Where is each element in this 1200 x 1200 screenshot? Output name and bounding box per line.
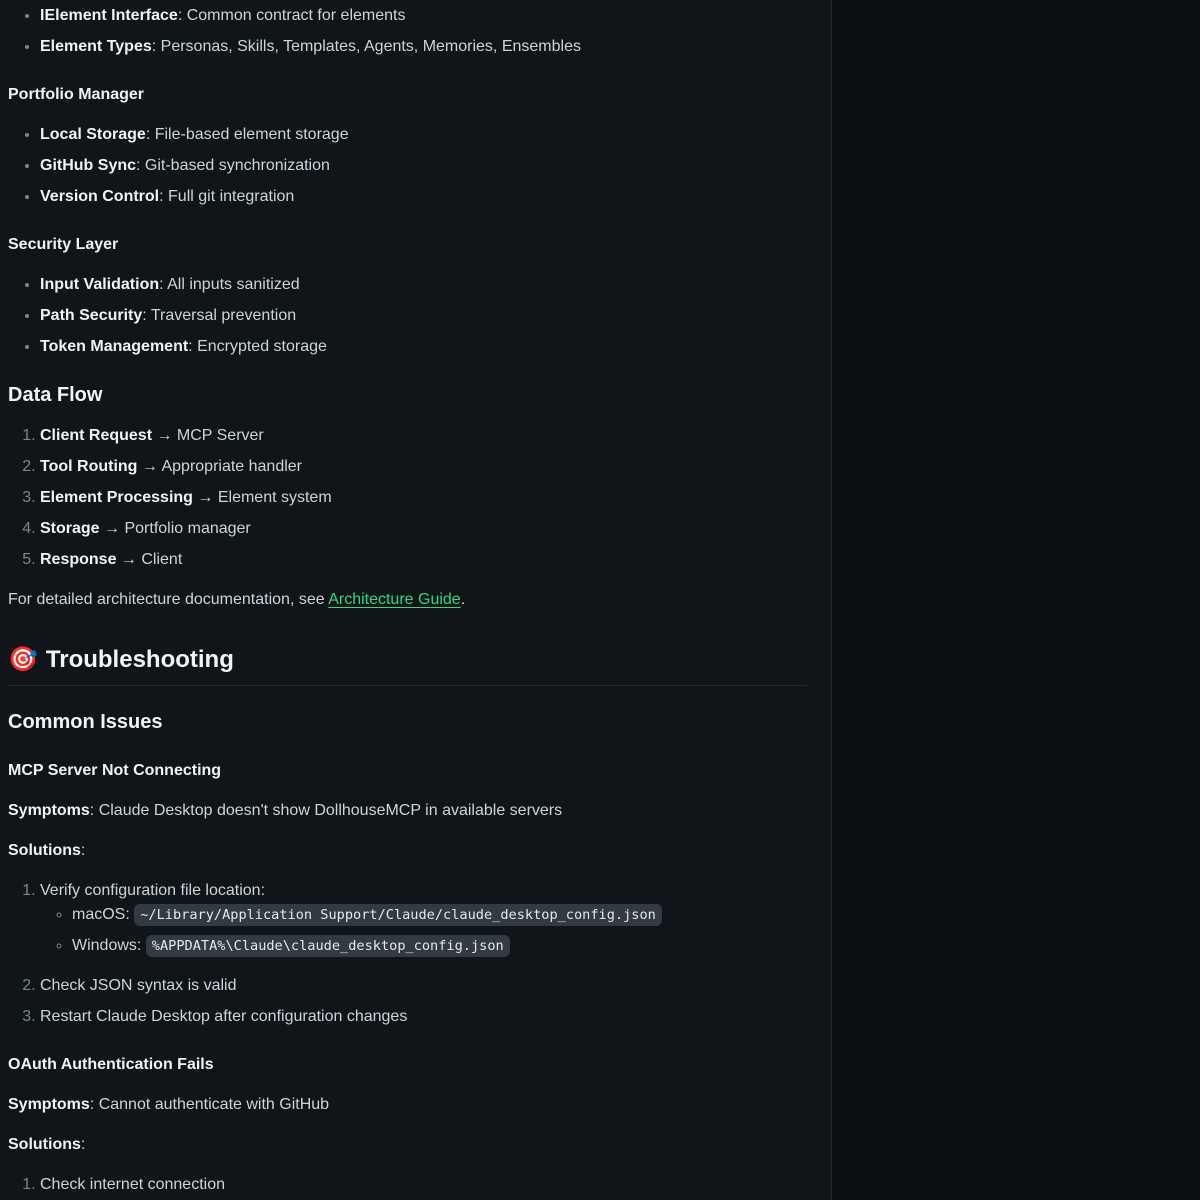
solutions-label: Solutions — [8, 1136, 81, 1154]
flow-term: Storage — [40, 520, 100, 537]
troubleshooting-title: Troubleshooting — [45, 646, 234, 673]
architecture-guide-link[interactable]: Architecture Guide — [328, 591, 461, 608]
list-term: Token Management — [40, 338, 189, 355]
data-flow-heading: Data Flow — [8, 384, 103, 406]
arrow-glyph: → — [99, 520, 125, 537]
portfolio-manager-heading: Portfolio Manager — [8, 86, 145, 103]
solution-step — [40, 1173, 807, 1197]
solution-step — [40, 974, 807, 998]
solution-step — [40, 1005, 807, 1029]
symptoms-paragraph — [8, 1093, 807, 1117]
issue-mcp-not-connecting-heading: MCP Server Not Connecting — [8, 762, 222, 780]
security-layer-heading: Security Layer — [8, 236, 119, 253]
list-term: Version Control — [40, 188, 160, 205]
list-desc: : File-based element storage — [145, 126, 349, 143]
list-term: GitHub Sync — [40, 157, 137, 174]
flow-target: Portfolio manager — [124, 520, 251, 537]
symptoms-paragraph — [8, 799, 807, 823]
solution-step — [40, 879, 807, 958]
list-item — [40, 35, 807, 59]
symptoms-label: Symptoms — [8, 802, 90, 820]
step-text: Check internet connection — [40, 1176, 225, 1194]
flow-term: Client Request — [40, 427, 153, 444]
issue-oauth-fails-heading: OAuth Authentication Fails — [8, 1056, 214, 1074]
flow-term: Response — [40, 551, 117, 568]
solutions-paragraph — [8, 839, 807, 863]
solutions-colon: : — [80, 842, 86, 860]
flow-step — [40, 455, 807, 479]
arrow-glyph: → — [137, 458, 162, 475]
flow-term: Tool Routing — [40, 458, 138, 475]
list-desc: : Common contract for elements — [177, 7, 406, 24]
list-term: Path Security — [40, 307, 143, 324]
right-panel — [832, 0, 1200, 1200]
list-item — [40, 335, 807, 359]
arrow-glyph: → — [116, 551, 142, 568]
symptoms-text: : Claude Desktop doesn't show DollhouseMCP in available servers — [89, 802, 563, 820]
flow-step — [40, 424, 807, 448]
list-term: IElement Interface — [40, 7, 178, 24]
target-icon: 🎯 — [8, 646, 38, 673]
arrow-glyph: → — [152, 427, 177, 444]
list-item — [40, 273, 807, 297]
config-locations-list — [40, 903, 807, 958]
troubleshooting-heading — [8, 644, 807, 686]
list-item — [40, 123, 807, 147]
arrow-glyph: → — [192, 489, 218, 506]
config-path-code: ~/Library/Application Support/Claude/claude_desktop_config.json — [134, 904, 662, 926]
step-text: Check JSON syntax is valid — [40, 977, 237, 995]
architecture-note — [8, 588, 807, 612]
list-desc: : All inputs sanitized — [159, 276, 300, 293]
list-term: Element Types — [40, 38, 152, 55]
solutions-paragraph — [8, 1133, 807, 1157]
flow-step — [40, 486, 807, 510]
list-desc: : Personas, Skills, Templates, Agents, Memories, Ensembles — [151, 38, 581, 55]
flow-step — [40, 517, 807, 541]
config-path-code: %APPDATA%\Claude\claude_desktop_config.json — [146, 935, 510, 957]
solutions-colon: : — [80, 1136, 86, 1154]
step-text: Verify configuration file location: — [40, 882, 266, 900]
list-item — [40, 304, 807, 328]
flow-target: Element system — [217, 489, 332, 506]
list-item — [40, 4, 807, 28]
symptoms-label: Symptoms — [8, 1096, 90, 1114]
location-item — [72, 934, 807, 958]
note-text: For detailed architecture documentation, see — [8, 591, 329, 608]
list-term: Input Validation — [40, 276, 160, 293]
portfolio-manager-list — [8, 123, 807, 209]
element-system-list — [8, 4, 807, 59]
note-text: . — [460, 591, 466, 608]
solutions-label: Solutions — [8, 842, 81, 860]
step-text: Restart Claude Desktop after configuration changes — [40, 1008, 408, 1026]
flow-step — [40, 548, 807, 572]
common-issues-heading: Common Issues — [8, 711, 163, 734]
flow-term: Element Processing — [40, 489, 193, 506]
data-flow-steps — [8, 424, 807, 572]
list-term: Local Storage — [40, 126, 146, 143]
list-desc: : Full git integration — [159, 188, 295, 205]
flow-target: Client — [141, 551, 183, 568]
flow-target: MCP Server — [176, 427, 264, 444]
solutions-steps — [8, 879, 807, 1029]
list-desc: : Encrypted storage — [188, 338, 327, 355]
security-layer-list — [8, 273, 807, 359]
list-item — [40, 154, 807, 178]
list-desc: : Traversal prevention — [142, 307, 297, 324]
list-desc: : Git-based synchronization — [136, 157, 330, 174]
os-label: Windows: — [72, 937, 146, 955]
list-item — [40, 185, 807, 209]
symptoms-text: : Cannot authenticate with GitHub — [89, 1096, 330, 1114]
location-item — [72, 903, 807, 927]
solutions-steps — [8, 1173, 807, 1197]
flow-target: Appropriate handler — [161, 458, 303, 475]
os-label: macOS: — [72, 906, 135, 924]
